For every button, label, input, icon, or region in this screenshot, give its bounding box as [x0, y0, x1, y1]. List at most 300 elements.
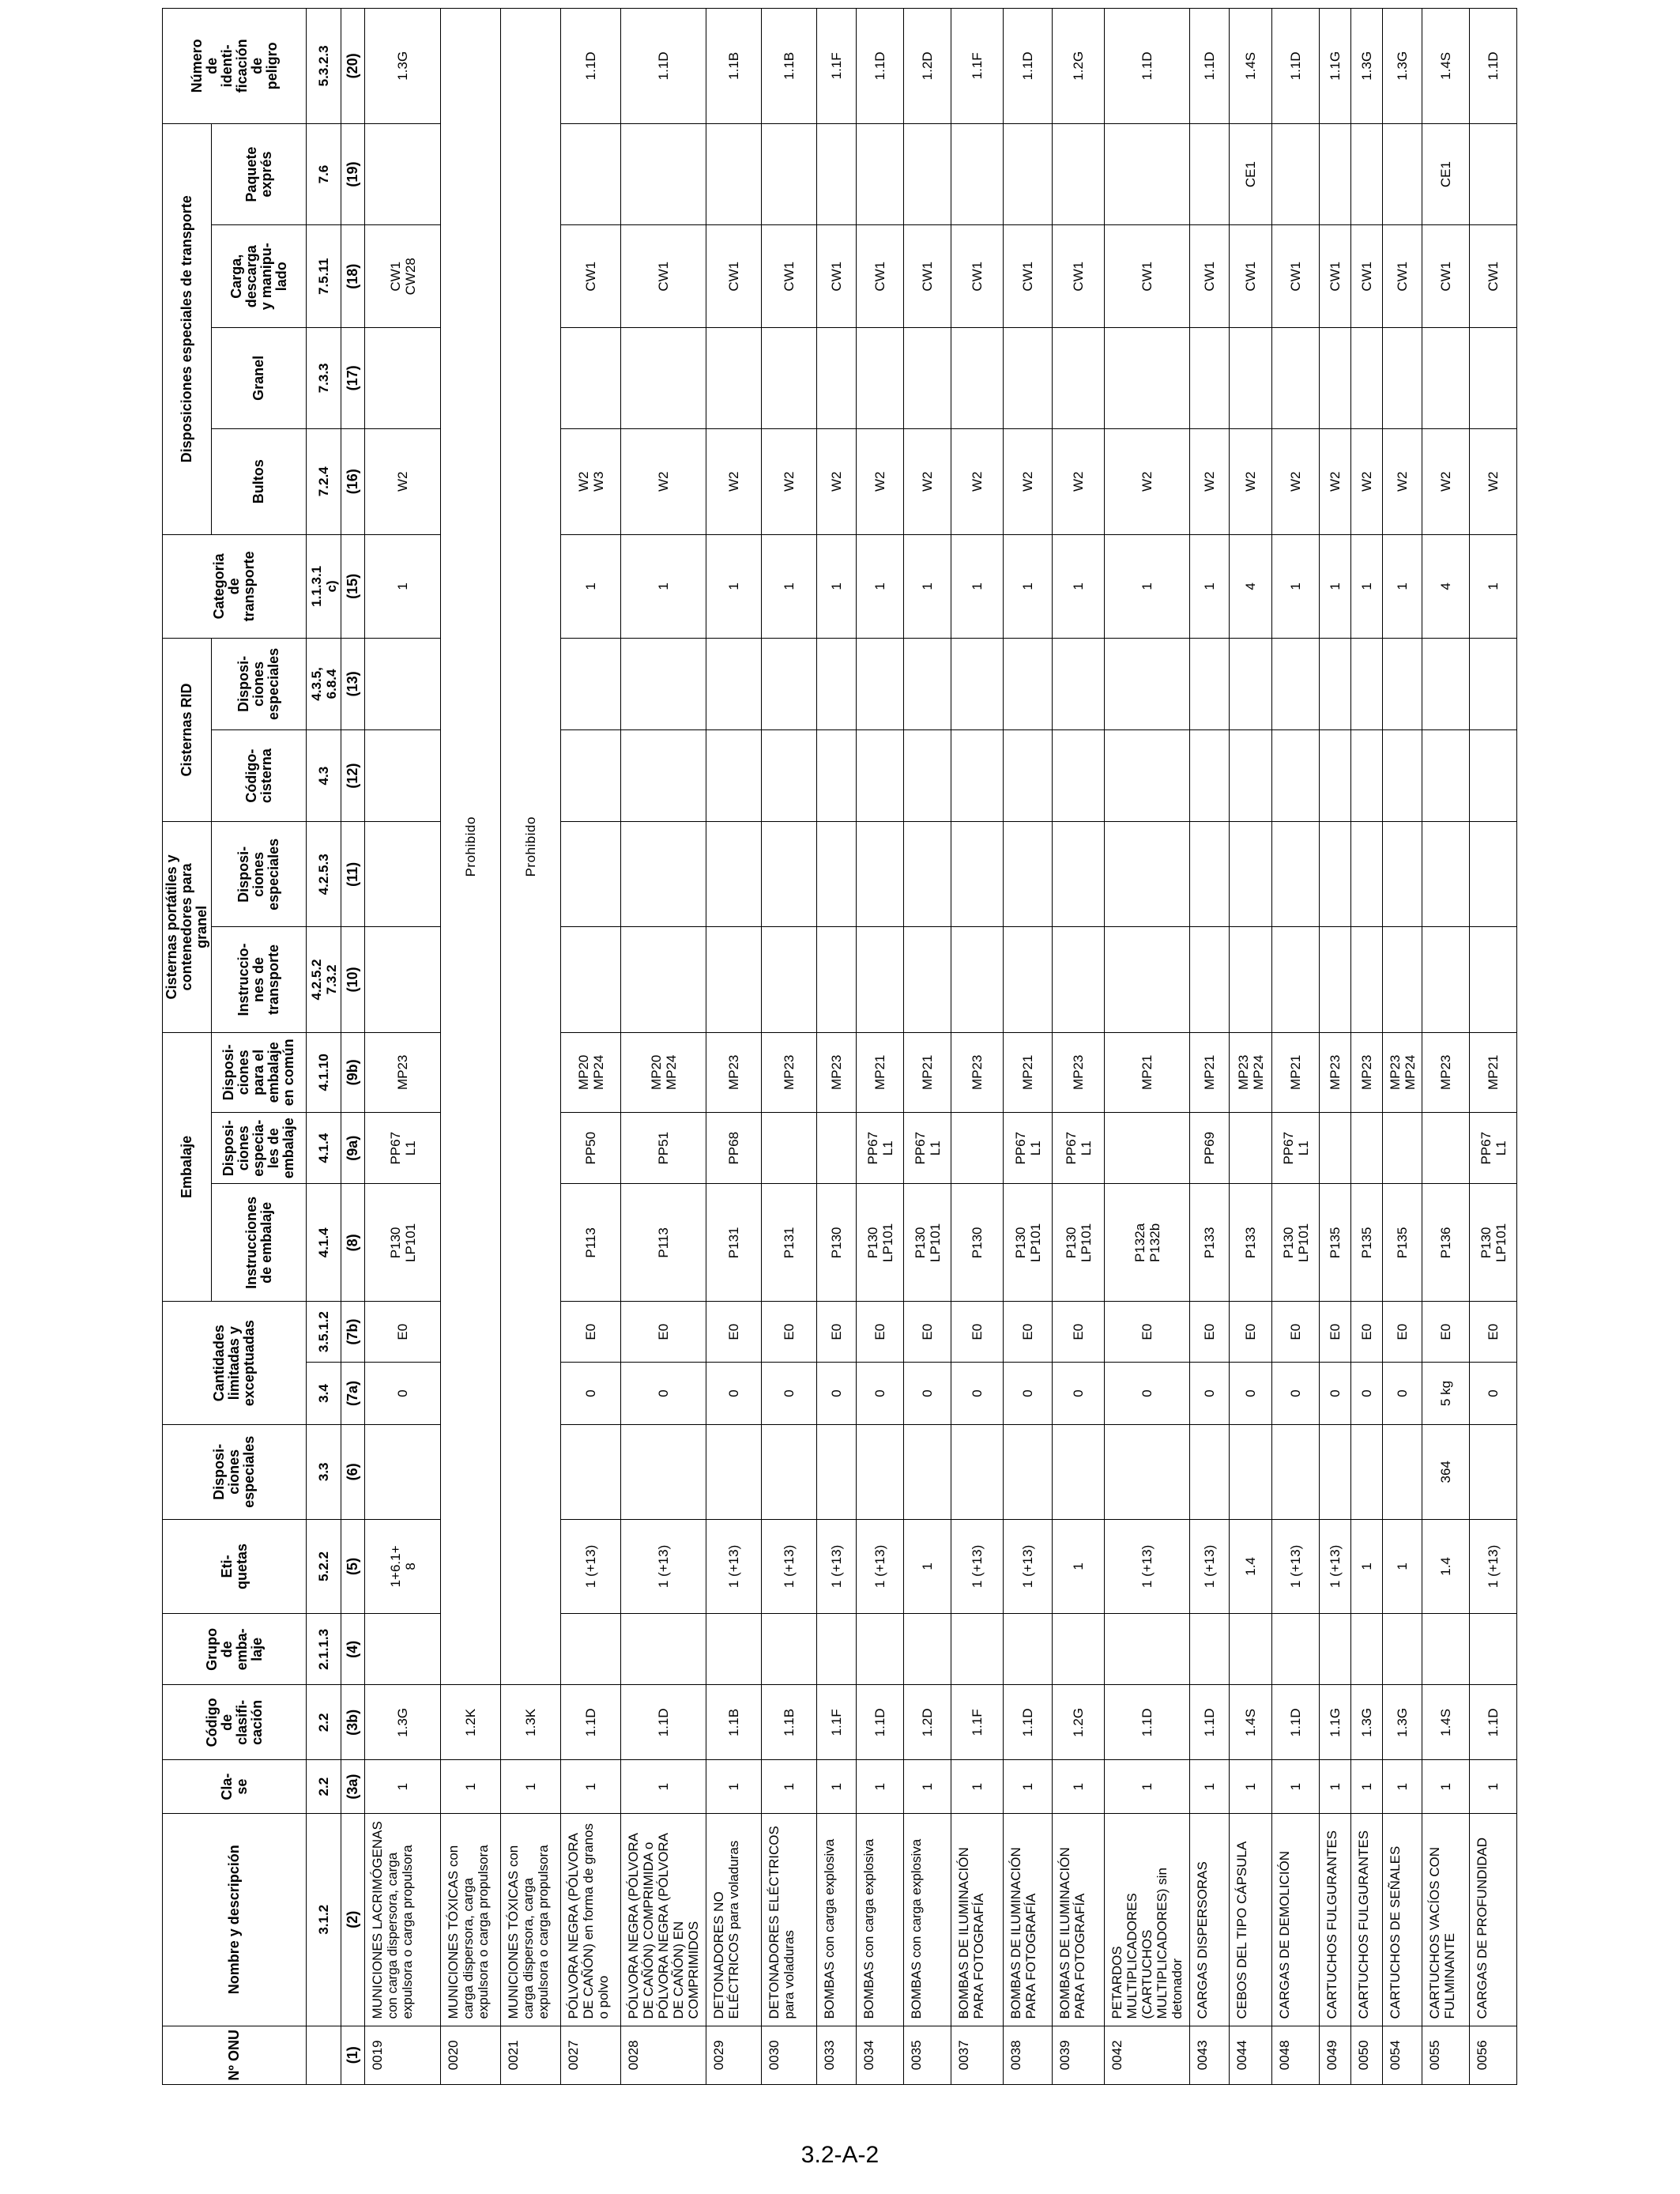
- cell-carga: CW1: [1105, 225, 1190, 328]
- column-ref-cell: (11): [341, 822, 365, 927]
- cell-carga: CW1: [1320, 225, 1351, 328]
- cell-instr: P113: [621, 1184, 706, 1302]
- cell-cat: 4: [1230, 534, 1272, 638]
- cell-grupo: [1351, 1614, 1383, 1685]
- cell-paquete: [857, 123, 904, 225]
- cell-granel: [1190, 328, 1230, 429]
- cell-bultos: W2: [1351, 428, 1383, 534]
- cell-peligro: 1.2D: [904, 9, 951, 124]
- cell-c10: [1190, 927, 1230, 1032]
- cell-c13: [1383, 638, 1422, 729]
- cell-c12: [621, 730, 706, 822]
- cell-clase: 1: [1105, 1760, 1190, 1814]
- cell-c11: [904, 822, 951, 927]
- cell-grupo: [951, 1614, 1004, 1685]
- cell-peligro: 1.2G: [1053, 9, 1105, 124]
- cell-name: BOMBAS con carga explosiva: [857, 1813, 904, 2026]
- cell-c11: [1470, 822, 1517, 927]
- cell-etiquetas: 1 (+13): [762, 1519, 817, 1614]
- cell-etiquetas: 1 (+13): [1190, 1519, 1230, 1614]
- column-ref-cell: (1): [341, 2026, 365, 2084]
- cell-c7b: E0: [857, 1302, 904, 1363]
- cell-instr: P136: [1422, 1184, 1470, 1302]
- cell-codigo: 1.1D: [857, 1685, 904, 1760]
- cell-disp-emb: PP67 L1: [1004, 1113, 1053, 1184]
- cell-c10: [1383, 927, 1422, 1032]
- cell-etiquetas: 1 (+13): [857, 1519, 904, 1614]
- cell-granel: [365, 328, 441, 429]
- cell-codigo: 1.1D: [621, 1685, 706, 1760]
- header-cisternas-rid: Cisternas RID: [163, 638, 212, 821]
- cell-c7b: E0: [1004, 1302, 1053, 1363]
- table-body: [365, 9, 1517, 2085]
- cell-instr: P130 LP101: [1053, 1184, 1105, 1302]
- column-ref-cell: (4): [341, 1614, 365, 1685]
- cell-c11: [1053, 822, 1105, 927]
- cell-peligro: 1.1D: [1004, 9, 1053, 124]
- cell-paquete: [1272, 123, 1320, 225]
- cell-grupo: [904, 1614, 951, 1685]
- table-row: [1470, 9, 1517, 2085]
- cell-c7b: E0: [1105, 1302, 1190, 1363]
- cell-c13: [1190, 638, 1230, 729]
- cell-bultos: W2: [1004, 428, 1053, 534]
- cell-disp-comun: MP21: [1105, 1032, 1190, 1113]
- cell-granel: [817, 328, 857, 429]
- section-cell: 2.2: [307, 1685, 341, 1760]
- cell-c7a: 0: [1272, 1363, 1320, 1425]
- cell-c13: [904, 638, 951, 729]
- cell-codigo: 1.2K: [441, 1685, 501, 1760]
- cell-peligro: 1.4S: [1230, 9, 1272, 124]
- cell-granel: [706, 328, 762, 429]
- cell-cat: 1: [365, 534, 441, 638]
- cell-bultos: W2: [1320, 428, 1351, 534]
- cell-disp: 364: [1422, 1425, 1470, 1520]
- cell-c11: [561, 822, 621, 927]
- table-row: [1105, 9, 1190, 2085]
- cell-paquete: [1470, 123, 1517, 225]
- table-row: [857, 9, 904, 2085]
- cell-peligro: 1.1B: [762, 9, 817, 124]
- column-ref-cell: (10): [341, 927, 365, 1032]
- cell-clase: 1: [1422, 1760, 1470, 1814]
- section-cell: 7.2.4: [307, 428, 341, 534]
- cell-c13: [817, 638, 857, 729]
- cell-paquete: [951, 123, 1004, 225]
- cell-clase: 1: [1230, 1760, 1272, 1814]
- cell-disp-emb: [1422, 1113, 1470, 1184]
- column-ref-cell: (3b): [341, 1685, 365, 1760]
- cell-c7b: E0: [1320, 1302, 1351, 1363]
- cell-cat: 1: [1053, 534, 1105, 638]
- cell-disp-comun: MP23: [951, 1032, 1004, 1113]
- table-row: [621, 9, 706, 2085]
- cell-granel: [1105, 328, 1190, 429]
- cell-bultos: W2: [1470, 428, 1517, 534]
- section-cell: 7.3.3: [307, 328, 341, 429]
- cell-c7a: 0: [1190, 1363, 1230, 1425]
- column-ref-cell: (17): [341, 328, 365, 429]
- cell-etiquetas: 1 (+13): [1320, 1519, 1351, 1614]
- cell-disp-comun: MP21: [1190, 1032, 1230, 1113]
- cell-grupo: [365, 1614, 441, 1685]
- cell-cat: 1: [621, 534, 706, 638]
- cell-un: 0019: [365, 2026, 441, 2084]
- cell-codigo: 1.2G: [1053, 1685, 1105, 1760]
- cell-carga: CW1: [1422, 225, 1470, 328]
- cell-etiquetas: 1 (+13): [817, 1519, 857, 1614]
- cell-granel: [904, 328, 951, 429]
- cell-grupo: [817, 1614, 857, 1685]
- cell-instr: P130 LP101: [904, 1184, 951, 1302]
- cell-disp: [1053, 1425, 1105, 1520]
- section-cell: 4.1.10: [307, 1032, 341, 1113]
- cell-disp: [706, 1425, 762, 1520]
- cell-c13: [1004, 638, 1053, 729]
- cell-bultos: W2: [857, 428, 904, 534]
- cell-instr: P130 LP101: [857, 1184, 904, 1302]
- cell-c7b: E0: [561, 1302, 621, 1363]
- column-ref-cell: (2): [341, 1813, 365, 2026]
- dangerous-goods-table-rotated: [162, 8, 1517, 2085]
- column-ref-cell: (20): [341, 9, 365, 124]
- cell-c10: [1422, 927, 1470, 1032]
- column-ref-cell: (6): [341, 1425, 365, 1520]
- cell-disp: [1470, 1425, 1517, 1520]
- cell-clase: 1: [1383, 1760, 1422, 1814]
- cell-c7b: E0: [762, 1302, 817, 1363]
- cell-name: DETONADORES ELÉCTRICOS para voladuras: [762, 1813, 817, 2026]
- section-cell: 4.2.5.2 7.3.2: [307, 927, 341, 1032]
- cell-disp: [365, 1425, 441, 1520]
- cell-c12: [1053, 730, 1105, 822]
- cell-codigo: 1.3G: [1351, 1685, 1383, 1760]
- cell-carga: CW1: [817, 225, 857, 328]
- cell-cat: 1: [561, 534, 621, 638]
- cell-grupo: [1470, 1614, 1517, 1685]
- cell-disp-comun: MP21: [857, 1032, 904, 1113]
- cell-clase: 1: [706, 1760, 762, 1814]
- cell-grupo: [1190, 1614, 1230, 1685]
- cell-paquete: [817, 123, 857, 225]
- cell-c13: [1320, 638, 1351, 729]
- header-paquete: Paquete exprés: [212, 123, 307, 225]
- cell-peligro: 1.1F: [817, 9, 857, 124]
- column-ref-cell: (7a): [341, 1363, 365, 1425]
- dangerous-goods-table: [162, 8, 1517, 2085]
- prohibido-cell: Prohibido: [441, 9, 501, 1686]
- column-ref-cell: (5): [341, 1519, 365, 1614]
- cell-name: CEBOS DEL TIPO CÁPSULA: [1230, 1813, 1272, 2026]
- cell-clase: 1: [1053, 1760, 1105, 1814]
- cell-c12: [1272, 730, 1320, 822]
- cell-cat: 1: [1470, 534, 1517, 638]
- cell-c10: [951, 927, 1004, 1032]
- table-row: [1230, 9, 1272, 2085]
- cell-codigo: 1.1F: [951, 1685, 1004, 1760]
- section-cell: 4.3.5, 6.8.4: [307, 638, 341, 729]
- cell-grupo: [1272, 1614, 1320, 1685]
- cell-paquete: [365, 123, 441, 225]
- cell-etiquetas: 1 (+13): [951, 1519, 1004, 1614]
- cell-un: 0048: [1272, 2026, 1320, 2084]
- table-row: [1004, 9, 1053, 2085]
- cell-grupo: [1053, 1614, 1105, 1685]
- cell-name: MUNICIONES LACRIMÓGENAS con carga dispersora, carga expulsora o carga propulsora: [365, 1813, 441, 2026]
- header-granel: Granel: [212, 328, 307, 429]
- cell-c10: [904, 927, 951, 1032]
- cell-bultos: W2: [904, 428, 951, 534]
- cell-c13: [951, 638, 1004, 729]
- cell-paquete: [762, 123, 817, 225]
- cell-c10: [1053, 927, 1105, 1032]
- cell-c7a: 0: [365, 1363, 441, 1425]
- section-cell: 7.6: [307, 123, 341, 225]
- cell-instr: P131: [762, 1184, 817, 1302]
- cell-carga: CW1: [1004, 225, 1053, 328]
- column-ref-cell: (15): [341, 534, 365, 638]
- cell-c11: [1351, 822, 1383, 927]
- cell-bultos: W2: [1053, 428, 1105, 534]
- section-cell: 4.2.5.3: [307, 822, 341, 927]
- cell-codigo: 1.1F: [817, 1685, 857, 1760]
- cell-carga: CW1: [1470, 225, 1517, 328]
- cell-c11: [621, 822, 706, 927]
- cell-peligro: 1.3G: [1351, 9, 1383, 124]
- header-row-1: [163, 9, 212, 2085]
- header-disp-transporte: Disposiciones especiales de transporte: [163, 123, 212, 534]
- section-cell: 2.2: [307, 1760, 341, 1814]
- cell-c7a: 0: [1320, 1363, 1351, 1425]
- cell-un: 0038: [1004, 2026, 1053, 2084]
- cell-disp-comun: MP23 MP24: [1230, 1032, 1272, 1113]
- cell-c7b: E0: [904, 1302, 951, 1363]
- cell-c7b: E0: [1272, 1302, 1320, 1363]
- cell-un: 0033: [817, 2026, 857, 2084]
- header-carga: Carga, descarga y manipu- lado: [212, 225, 307, 328]
- cell-disp-emb: [951, 1113, 1004, 1184]
- section-cell: [307, 2026, 341, 2084]
- cell-codigo: 1.1D: [1470, 1685, 1517, 1760]
- cell-c13: [365, 638, 441, 729]
- cell-disp-emb: PP67 L1: [365, 1113, 441, 1184]
- cell-c13: [706, 638, 762, 729]
- cell-paquete: [1190, 123, 1230, 225]
- cell-disp-comun: MP23: [1053, 1032, 1105, 1113]
- cell-disp: [1004, 1425, 1053, 1520]
- table-row: [706, 9, 762, 2085]
- cell-peligro: 1.1B: [706, 9, 762, 124]
- cell-instr: P130: [817, 1184, 857, 1302]
- header-disp-rid: Disposi- ciones especiales: [212, 638, 307, 729]
- cell-disp: [762, 1425, 817, 1520]
- cell-c10: [762, 927, 817, 1032]
- cell-grupo: [621, 1614, 706, 1685]
- cell-bultos: W2: [365, 428, 441, 534]
- cell-name: CARGAS DISPERSORAS: [1190, 1813, 1230, 2026]
- cell-cat: 1: [904, 534, 951, 638]
- cell-clase: 1: [365, 1760, 441, 1814]
- cell-cat: 1: [1004, 534, 1053, 638]
- cell-disp-comun: MP23: [706, 1032, 762, 1113]
- table-row: [1320, 9, 1351, 2085]
- cell-etiquetas: 1 (+13): [706, 1519, 762, 1614]
- cell-peligro: 1.1D: [857, 9, 904, 124]
- cell-c12: [1320, 730, 1351, 822]
- cell-cat: 1: [1272, 534, 1320, 638]
- column-ref-row: [341, 9, 365, 2085]
- header-categoria: Categoria de transporte: [163, 534, 307, 638]
- header-disp-comun: Disposi- ciones para el embalaje en común: [212, 1032, 307, 1113]
- cell-disp-emb: PP50: [561, 1113, 621, 1184]
- cell-c11: [1320, 822, 1351, 927]
- cell-disp: [1190, 1425, 1230, 1520]
- column-ref-cell: (7b): [341, 1302, 365, 1363]
- cell-disp-emb: PP51: [621, 1113, 706, 1184]
- cell-c12: [1190, 730, 1230, 822]
- cell-disp-emb: PP67 L1: [857, 1113, 904, 1184]
- section-cell: 4.1.4: [307, 1113, 341, 1184]
- table-row: [501, 9, 561, 2085]
- header-embalaje: Embalaje: [163, 1032, 212, 1302]
- table-row: [1053, 9, 1105, 2085]
- cell-c11: [706, 822, 762, 927]
- cell-un: 0039: [1053, 2026, 1105, 2084]
- cell-disp: [1105, 1425, 1190, 1520]
- column-ref-cell: (13): [341, 638, 365, 729]
- cell-name: BOMBAS DE ILUMINACIÓN PARA FOTOGRAFÍA: [1004, 1813, 1053, 2026]
- cell-peligro: 1.1F: [951, 9, 1004, 124]
- cell-carga: CW1: [561, 225, 621, 328]
- cell-c7a: 0: [857, 1363, 904, 1425]
- cell-c13: [1272, 638, 1320, 729]
- header-cisternas-portatiles: Cisternas portátiles y contenedores para granel: [163, 822, 212, 1032]
- cell-c10: [1004, 927, 1053, 1032]
- cell-c12: [1230, 730, 1272, 822]
- cell-c10: [1105, 927, 1190, 1032]
- header-name: Nombre y descripción: [163, 1813, 307, 2026]
- cell-instr: P133: [1190, 1184, 1230, 1302]
- cell-peligro: 1.3G: [365, 9, 441, 124]
- cell-bultos: W2: [621, 428, 706, 534]
- header-etiquetas: Eti- quetas: [163, 1519, 307, 1614]
- cell-paquete: [1383, 123, 1422, 225]
- cell-granel: [762, 328, 817, 429]
- cell-c11: [1230, 822, 1272, 927]
- cell-grupo: [1230, 1614, 1272, 1685]
- header-bultos: Bultos: [212, 428, 307, 534]
- cell-codigo: 1.1D: [1004, 1685, 1053, 1760]
- cell-paquete: [706, 123, 762, 225]
- cell-c10: [1351, 927, 1383, 1032]
- cell-c12: [857, 730, 904, 822]
- cell-bultos: W2: [762, 428, 817, 534]
- cell-c13: [857, 638, 904, 729]
- cell-c7a: 0: [706, 1363, 762, 1425]
- cell-bultos: W2: [951, 428, 1004, 534]
- cell-disp: [621, 1425, 706, 1520]
- cell-un: 0021: [501, 2026, 561, 2084]
- cell-carga: CW1: [706, 225, 762, 328]
- cell-disp-comun: MP20 MP24: [561, 1032, 621, 1113]
- cell-cat: 1: [857, 534, 904, 638]
- cell-c11: [951, 822, 1004, 927]
- table-row: [365, 9, 441, 2085]
- cell-grupo: [561, 1614, 621, 1685]
- cell-un: 0043: [1190, 2026, 1230, 2084]
- cell-c7a: 0: [1351, 1363, 1383, 1425]
- column-ref-cell: (9a): [341, 1113, 365, 1184]
- cell-codigo: 1.3K: [501, 1685, 561, 1760]
- cell-un: 0050: [1351, 2026, 1383, 2084]
- cell-c10: [1470, 927, 1517, 1032]
- column-ref-cell: (3a): [341, 1760, 365, 1814]
- cell-granel: [857, 328, 904, 429]
- cell-disp-emb: PP67 L1: [1053, 1113, 1105, 1184]
- column-ref-cell: (19): [341, 123, 365, 225]
- table-row: [1272, 9, 1320, 2085]
- cell-peligro: 1.1D: [621, 9, 706, 124]
- cell-peligro: 1.1D: [1272, 9, 1320, 124]
- cell-bultos: W2: [706, 428, 762, 534]
- cell-c10: [561, 927, 621, 1032]
- cell-granel: [561, 328, 621, 429]
- cell-clase: 1: [1320, 1760, 1351, 1814]
- cell-disp-comun: MP23: [1320, 1032, 1351, 1113]
- cell-bultos: W2: [1190, 428, 1230, 534]
- cell-c7b: E0: [1383, 1302, 1422, 1363]
- cell-granel: [1230, 328, 1272, 429]
- cell-grupo: [762, 1614, 817, 1685]
- cell-disp: [561, 1425, 621, 1520]
- cell-grupo: [1320, 1614, 1351, 1685]
- cell-c12: [1105, 730, 1190, 822]
- cell-c11: [365, 822, 441, 927]
- cell-disp: [817, 1425, 857, 1520]
- section-cell: 1.1.3.1 c): [307, 534, 341, 638]
- cell-carga: CW1: [1230, 225, 1272, 328]
- cell-un: 0035: [904, 2026, 951, 2084]
- cell-carga: CW1: [1351, 225, 1383, 328]
- cell-disp-emb: [1320, 1113, 1351, 1184]
- cell-disp: [1230, 1425, 1272, 1520]
- cell-carga: CW1: [1053, 225, 1105, 328]
- cell-clase: 1: [857, 1760, 904, 1814]
- column-ref-cell: (9b): [341, 1032, 365, 1113]
- cell-granel: [1383, 328, 1422, 429]
- section-cell: 7.5.11: [307, 225, 341, 328]
- cell-un: 0049: [1320, 2026, 1351, 2084]
- cell-name: BOMBAS con carga explosiva: [904, 1813, 951, 2026]
- cell-disp: [904, 1425, 951, 1520]
- cell-c12: [904, 730, 951, 822]
- table-row: [951, 9, 1004, 2085]
- cell-un: 0042: [1105, 2026, 1190, 2084]
- cell-name: BOMBAS con carga explosiva: [817, 1813, 857, 2026]
- cell-paquete: CE1: [1230, 123, 1272, 225]
- cell-granel: [621, 328, 706, 429]
- cell-instr: P133: [1230, 1184, 1272, 1302]
- header-numero-peligro: Número de identi- ficación de peligro: [163, 9, 307, 124]
- cell-name: CARGAS DE DEMOLICIÓN: [1272, 1813, 1320, 2026]
- cell-name: CARTUCHOS VACÍOS CON FULMINANTE: [1422, 1813, 1470, 2026]
- cell-disp-emb: PP67 L1: [1470, 1113, 1517, 1184]
- cell-disp-emb: PP67 L1: [1272, 1113, 1320, 1184]
- cell-c11: [817, 822, 857, 927]
- cell-disp-comun: MP23: [817, 1032, 857, 1113]
- cell-clase: 1: [1004, 1760, 1053, 1814]
